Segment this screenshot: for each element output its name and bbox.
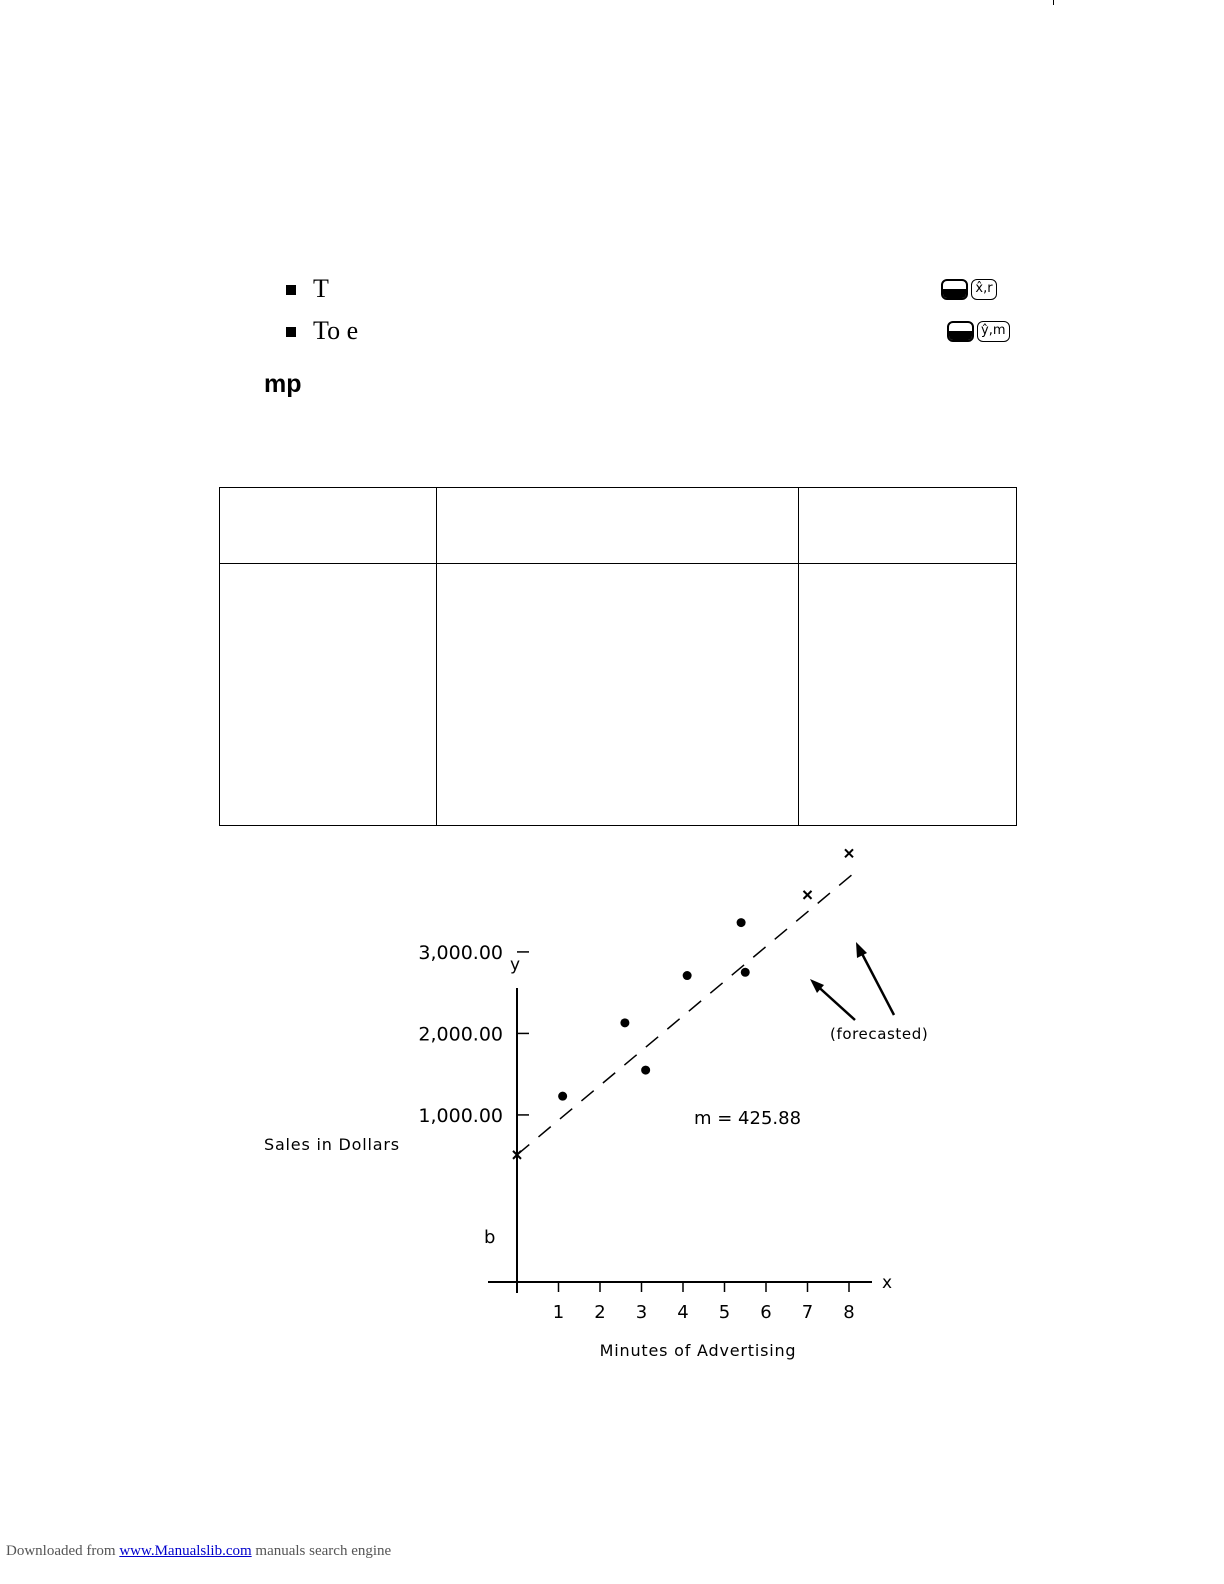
y-tick-label: 3,000.00: [418, 941, 503, 964]
data-point: [737, 918, 746, 927]
slope-annotation: m = 425.88: [694, 1108, 802, 1129]
forecast-arrows: [810, 942, 894, 1020]
bullet-text: T: [313, 274, 329, 303]
x-tick-label: 8: [843, 1302, 855, 1323]
forecast-point: [845, 849, 853, 857]
x-axis-title: Minutes of Advertising: [599, 1341, 797, 1360]
data-point: [620, 1018, 629, 1027]
section-heading: mp: [264, 370, 302, 398]
data-point: [558, 1092, 567, 1101]
forecast-point: [804, 891, 812, 899]
manualslib-link[interactable]: www.Manualslib.com: [119, 1543, 252, 1559]
forecast-arrowhead-2: [856, 942, 867, 958]
data-point: [641, 1066, 650, 1075]
x-hat-r-key: x̂,r: [971, 279, 997, 300]
x-tick-label: 6: [760, 1302, 772, 1323]
data-point: [683, 971, 692, 980]
intercept-label: b: [484, 1227, 496, 1248]
footer-suffix: manuals search engine: [255, 1543, 392, 1559]
y-tick-label: 1,000.00: [418, 1104, 503, 1127]
y-axis-title: Sales in Dollars: [264, 1135, 400, 1154]
x-tick-label: 4: [677, 1302, 689, 1323]
forecast-arrow-2: [858, 946, 894, 1015]
data-point: [741, 968, 750, 977]
y-tick-label: 2,000.00: [418, 1023, 503, 1046]
x-tick-label: 2: [594, 1302, 606, 1323]
bullet-text: To e: [313, 316, 359, 345]
x-axis-name: x: [882, 1273, 893, 1293]
forecast-annotation: (forecasted): [830, 1025, 929, 1043]
x-tick-label: 1: [552, 1302, 565, 1323]
x-tick-label: 3: [635, 1302, 648, 1323]
y-axis-name: y: [510, 955, 521, 975]
footer: [6, 1541, 391, 1561]
y-hat-m-key: ŷ,m: [977, 321, 1010, 342]
footer-prefix: Downloaded from: [6, 1543, 116, 1559]
x-tick-label: 5: [718, 1302, 731, 1323]
regression-line: [517, 874, 853, 1155]
x-tick-label: 7: [801, 1302, 814, 1323]
